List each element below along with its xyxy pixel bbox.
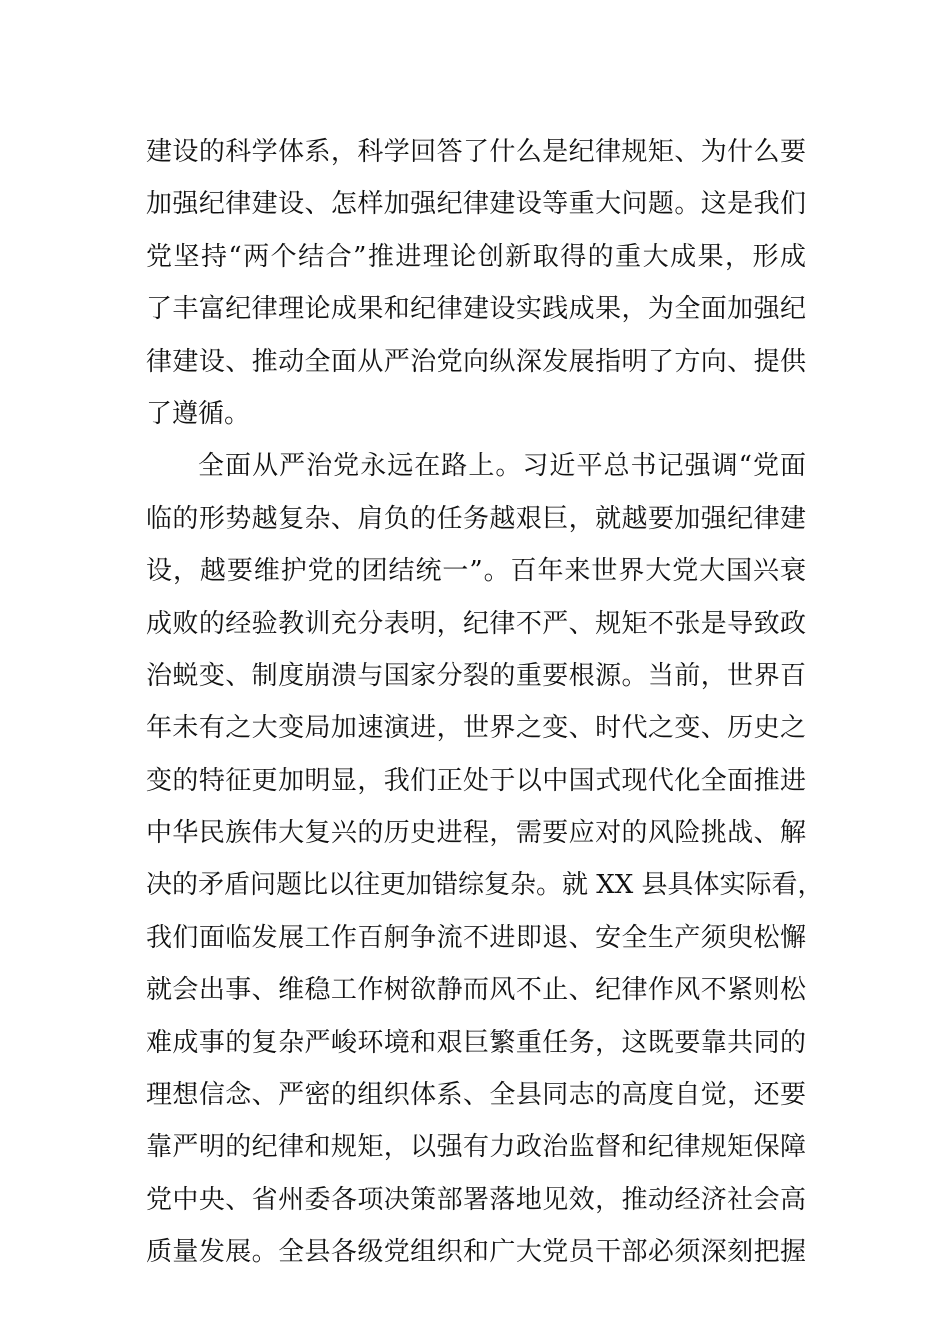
text-line: 建设的科学体系，科学回答了什么是纪律规矩、为什么要	[146, 137, 806, 167]
text-line: 决的矛盾问题比以往更加错综复杂。就 XX 县具体实际看，	[146, 870, 824, 901]
text-line: 设，越要维护党的团结统一”。百年来世界大党大国兴衰	[146, 556, 806, 587]
text-line: 中华民族伟大复兴的历史进程，需要应对的风险挑战、解	[146, 818, 806, 849]
paragraph-start-line: 全面从严治党永远在路上。习近平总书记强调“党面	[198, 451, 806, 482]
text-line: 律建设、推动全面从严治党向纵深发展指明了方向、提供	[146, 346, 806, 377]
text-line: 成败的经验教训充分表明，纪律不严、规矩不张是导致政	[146, 608, 806, 639]
body-text	[146, 126, 824, 1279]
text-line: 治蜕变、制度崩溃与国家分裂的重要根源。当前，世界百	[146, 660, 806, 691]
text-line: 加强纪律建设、怎样加强纪律建设等重大问题。这是我们	[146, 189, 806, 220]
text-line: 变的特征更加明显，我们正处于以中国式现代化全面推进	[146, 765, 806, 796]
text-line: 党坚持“两个结合”推进理论创新取得的重大成果，形成	[146, 241, 806, 272]
text-line: 理想信念、严密的组织体系、全县同志的高度自觉，还要	[146, 1080, 806, 1111]
text-line: 质量发展。全县各级党组织和广大党员干部必须深刻把握	[146, 1237, 806, 1268]
text-line: 了丰富纪律理论成果和纪律建设实践成果，为全面加强纪	[146, 294, 806, 325]
text-line: 临的形势越复杂、肩负的任务越艰巨，就越要加强纪律建	[146, 503, 806, 534]
text-line: 难成事的复杂严峻环境和艰巨繁重任务，这既要靠共同的	[146, 1027, 806, 1058]
text-line: 党中央、省州委各项决策部署落地见效，推动经济社会高	[146, 1184, 806, 1215]
text-line: 我们面临发展工作百舸争流不进即退、安全生产须臾松懈	[146, 922, 806, 953]
text-line: 年未有之大变局加速演进，世界之变、时代之变、历史之	[146, 713, 806, 744]
text-line: 了遵循。	[146, 398, 251, 429]
text-line: 靠严明的纪律和规矩，以强有力政治监督和纪律规矩保障	[146, 1132, 806, 1163]
text-line: 就会出事、维稳工作树欲静而风不止、纪律作风不紧则松	[146, 975, 806, 1006]
